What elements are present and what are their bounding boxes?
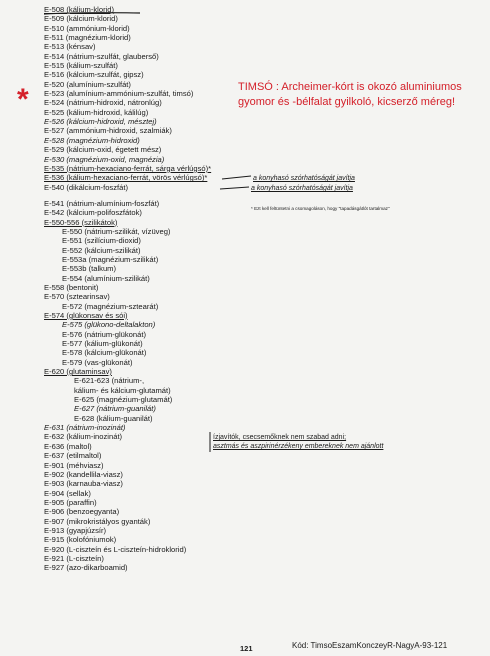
additive-row: E-574 (glükonsav és sói) xyxy=(44,311,128,320)
additive-row: E-578 (kálcium-glükonát) xyxy=(62,348,147,358)
additive-row: E-540 (dikálcium-foszfát) xyxy=(44,182,128,192)
additive-row: E-921 (L-ciszteín) xyxy=(44,553,104,563)
additive-row: E-901 (méhviasz) xyxy=(44,460,104,470)
additive-row: E-903 (karnauba-viasz) xyxy=(44,479,123,489)
additive-row: E-515 (kálium-szulfát) xyxy=(44,61,118,71)
additive-row: E-510 (ammónium-klorid) xyxy=(44,23,130,33)
additive-row: E-530 (magnézium-oxid, magnézia) xyxy=(44,154,165,164)
additive-row: E-523 (alumínium-ammónium-szulfát, timsó) xyxy=(44,89,194,99)
additive-row: E-907 (mikrokristályos gyanták) xyxy=(44,516,151,526)
additive-row: E-509 (kálcium-klorid) xyxy=(44,14,118,24)
additive-row: E-577 (kálium-glükonát) xyxy=(62,339,143,349)
additive-row: E-570 (sztearinsav) xyxy=(44,292,110,302)
additive-row: E-508 (kálium-klorid) xyxy=(44,5,115,14)
additive-row: E-554 (alumínium-szilikát) xyxy=(62,273,150,283)
additive-row: E-527 (ammónium-hidroxid, szalmiák) xyxy=(44,126,172,136)
additive-row: E-529 (kálcium-oxid, égetett mész) xyxy=(44,145,162,155)
glutamat-note-2: asztmás és aszpirinérzékeny embereknek nem ajánlott xyxy=(213,443,384,450)
footnote: * Ezt kell feltüntetni a csomagoláson, hogy "tapadásgátlót tartalmaz" xyxy=(251,206,390,211)
additive-row: E-625 (magnézium-glutamát) xyxy=(74,395,173,405)
additive-row: E-902 (kandellila-viasz) xyxy=(44,469,123,479)
additive-row: E-620 (glutaminsav) xyxy=(44,367,112,377)
page-number: 121 xyxy=(240,644,253,653)
additive-row: E-536 (kálium-hexaciano-ferrát, vörös vérlúgsó)* xyxy=(44,173,208,183)
additive-row: E-905 (paraffin) xyxy=(44,497,97,507)
additive-row: E-927 (azo-dikarboamid) xyxy=(44,563,128,573)
document-code: Kód: TimsoEszamKonczeyR-NagyA-93-121 xyxy=(292,641,448,650)
additive-row: E-632 (kálium-inozinát) xyxy=(44,432,123,442)
additive-row: E-542 (kálcium-polifoszfátok) xyxy=(44,208,142,218)
additive-row: E-572 (magnézium-sztearát) xyxy=(62,301,159,311)
additive-row: E-541 (nátrium-alumínium-foszfát) xyxy=(44,198,160,208)
additive-row: E-576 (nátrium-glükonát) xyxy=(62,329,146,339)
additive-row: E-913 (gyapjúzsír) xyxy=(44,525,107,535)
additive-row: E-628 (kálium-guanilát) xyxy=(74,413,153,423)
additive-row: E-553a (magnézium-szilikát) xyxy=(62,254,159,264)
additive-row: E-558 (bentonit) xyxy=(44,282,99,292)
additive-row: E-906 (benzoegyanta) xyxy=(44,507,120,517)
timso-warning: TIMSÓ : Archeimer-kórt is okozó aluminiumos gyomor és -bélfalat gyilkoló, kicserző méreg! xyxy=(238,81,462,108)
additive-row: E-524 (nátrium-hidroxid, nátronlúg) xyxy=(44,98,162,108)
additive-row: E-528 (magnézium-hidroxid) xyxy=(44,135,140,145)
additive-row: E-550 (nátrium-szilikát, vízüveg) xyxy=(62,226,171,236)
additive-row: E-551 (szilícium-dioxid) xyxy=(62,236,141,246)
additive-row: E-904 (sellak) xyxy=(44,488,91,498)
additive-row: E-920 (L-ciszteín és L-ciszteín-hidroklorid) xyxy=(44,544,187,554)
additive-row: E-526 (kálcium-hidroxid, mésztej) xyxy=(44,117,157,127)
konyhaso-note-2: a konyhasó szórhatóságát javítja xyxy=(251,185,353,192)
red-asterisk-icon: * xyxy=(17,83,29,116)
konyhaso-note-1: a konyhasó szórhatóságát javítja xyxy=(253,175,355,182)
additive-list xyxy=(44,5,244,573)
additive-row: E-552 (kálcium-szilikát) xyxy=(62,245,141,255)
additive-row: E-636 (maltol) xyxy=(44,441,92,451)
additive-row: E-516 (kálcium-szulfát, gipsz) xyxy=(44,70,144,80)
additive-row: E-514 (nátrium-szulfát, glauberső) xyxy=(44,51,159,61)
additive-row: E-637 (etilmaltol) xyxy=(44,451,102,461)
additive-row: E-915 (kolofóniumok) xyxy=(44,535,117,545)
glutamat-note-1: ízjavítók, csecsemőknek nem szabad adni; xyxy=(213,434,347,441)
additive-row: E-525 (kálium-hidroxid, kálilúg) xyxy=(44,107,149,117)
additive-row: E-627 (nátrium-guanilát) xyxy=(74,404,156,414)
additive-row: E-579 (vas-glükonát) xyxy=(62,357,133,367)
additive-row: E-621-623 (nátrium-, xyxy=(74,376,145,386)
additive-row: E-575 (glükono-deltalakton) xyxy=(62,320,156,330)
additive-row: E-535 (nátrium-hexaciano-ferrát, sárga vérlúgsó)* xyxy=(44,163,212,173)
additive-row: E-520 (alumínium-szulfát) xyxy=(44,79,131,89)
additive-row: E-631 (nátrium-inozinát) xyxy=(44,423,126,433)
additive-row: kálium- és kálcium-glutamát) xyxy=(74,385,171,395)
additive-row: E-511 (magnézium-klorid) xyxy=(44,33,131,43)
additive-row: E-513 (kénsav) xyxy=(44,42,96,52)
additive-row: E-553b (talkum) xyxy=(62,264,117,274)
additive-row: E-550-556 (szilikátok) xyxy=(44,217,118,227)
